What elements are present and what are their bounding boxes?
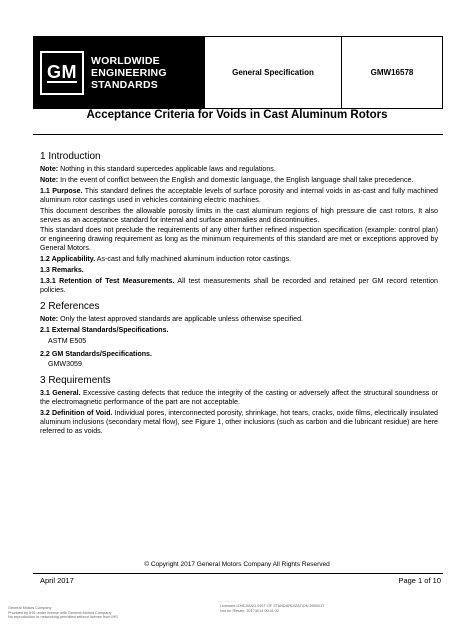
note-label: Note:	[40, 165, 59, 173]
note-text: Nothing in this standard supercedes applicable laws and regulations.	[58, 165, 276, 173]
applicability-label: 1.2 Applicability.	[40, 255, 96, 264]
document-header	[33, 36, 443, 109]
general-paragraph	[40, 389, 438, 407]
note-label: Note:	[40, 314, 59, 323]
void-definition-text: Individual pores, interconnected porosity, shrinkage, hot tears, cracks, oxide films, electrically insulated aluminum inclusions (secondary metal flow), see Figure 1, other inclusions (such as carbon and die lubricant residue) are here referred to as voids.	[40, 409, 438, 435]
body-paragraph: This document describes the allowable porosity limits in the cast aluminum regions of high pressure die cast rotors. It also serves as an acceptance standard for internal and surface anomalies and discontinuities.	[40, 206, 438, 224]
watermark: --- --- ---	[218, 599, 236, 603]
page-number: Page 1 of 10	[398, 576, 441, 585]
note-paragraph	[40, 176, 438, 185]
org-line-3: STANDARDS	[91, 78, 158, 91]
void-definition-label: 3.2 Definition of Void.	[40, 409, 113, 418]
purpose-text: This standard defines the acceptable levels of surface porosity and internal voids in as-cast and fully machined aluminum rotor castings used in vehicles containing electric machines.	[40, 186, 439, 204]
license-info-left	[8, 606, 118, 620]
footer-date: April 2017	[40, 576, 74, 585]
applicability-text: As-cast and fully machined aluminum induction rotor castings.	[95, 255, 292, 264]
title-divider	[33, 134, 443, 135]
purpose-label: 1.1 Purpose.	[40, 186, 83, 195]
copyright-notice: © Copyright 2017 General Motors Company All Rights Reserved	[144, 561, 330, 568]
note-label: Note:	[40, 175, 59, 184]
section-1-heading: 1 Introduction	[40, 151, 101, 162]
license-line: Provided by IHS under license with General Motors Company	[8, 610, 112, 615]
gm-logo	[40, 51, 84, 95]
note-paragraph	[40, 165, 438, 174]
spec-type: General Specification	[204, 37, 341, 108]
general-text: Excessive casting defects that reduce the integrity of the casting or adversely affect the structural soundness or the electromagnetic performance of the part are not acceptable.	[40, 389, 438, 407]
retention-paragraph	[40, 277, 438, 295]
note-text: Only the latest approved standards are applicable unless otherwise specified.	[58, 314, 304, 323]
footer-divider	[33, 573, 443, 574]
license-info-right	[220, 604, 324, 613]
document-title: Acceptance Criteria for Voids in Cast Aluminum Rotors	[86, 109, 388, 121]
license-line: No reproduction or networking permitted without license from IHS	[8, 615, 118, 620]
retention-label: 1.3.1 Retention of Test Measurements.	[40, 276, 175, 285]
remarks-heading: 1.3 Remarks.	[40, 266, 84, 275]
org-line-1: WORLDWIDE	[91, 54, 160, 67]
external-standard-item: ASTM E505	[48, 336, 87, 345]
note-paragraph	[40, 315, 438, 324]
general-label: 3.1 General.	[40, 389, 81, 398]
note-text: In the event of conflict between the English and domestic language, the English language shall take precedence.	[58, 175, 414, 184]
gm-logo-text: GM	[47, 61, 77, 82]
section-3-heading: 3 Requirements	[40, 375, 111, 387]
org-line-2: ENGINEERING	[91, 66, 167, 79]
void-definition-paragraph	[40, 409, 438, 436]
retention-text: All test measurements shall be recorded and retained per GM record retention policies.	[40, 276, 438, 294]
license-line: General Motors Company	[8, 606, 52, 610]
doc-number: GMW16578	[341, 37, 442, 108]
applicability-paragraph	[40, 255, 438, 264]
header-logo-cell	[34, 37, 204, 108]
document-body	[40, 151, 438, 438]
gm-standard-item: GMW3059	[48, 360, 82, 369]
license-line: Not for Resale, 2017/6/14 00:41:32	[220, 608, 280, 613]
purpose-paragraph	[40, 187, 438, 205]
body-paragraph: This standard does not preclude the requirements of any other further refined inspection specification (example: control plan) or engineering drawing requirement as long as the minimum requirements of this standard are met or exceptions approved by General Motors.	[40, 226, 438, 253]
gm-standards-heading: 2.2 GM Standards/Specifications.	[40, 349, 152, 358]
external-standards-heading: 2.1 External Standards/Specifications.	[40, 325, 169, 334]
organization-name	[91, 55, 167, 91]
license-line: Licensee=ZHEJIANG INST OF STANDARDIZATION 5950017	[220, 604, 325, 608]
section-2-heading: 2 References	[40, 300, 100, 312]
